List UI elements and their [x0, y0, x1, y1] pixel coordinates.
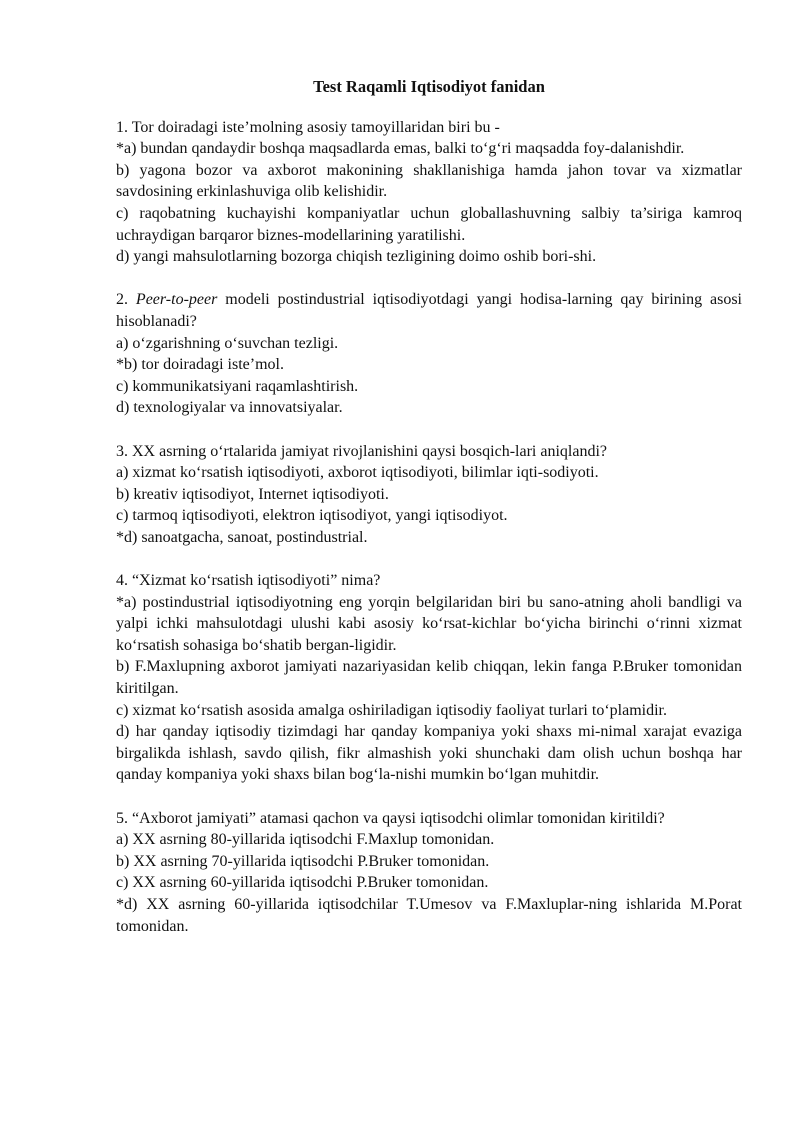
answer-option: b) F.Maxlupning axborot jamiyati nazariyasidan kelib chiqqan, lekin fanga P.Bruker tomonidan kiritilgan. — [116, 658, 742, 698]
question-text-part: 2. — [116, 291, 136, 309]
question-text — [116, 570, 742, 592]
answer-option: c) XX asrning 60-yillarida iqtisodchi P.Bruker tomonidan. — [116, 874, 489, 892]
question-text-part: 4. “Xizmat ko‘rsatish iqtisodiyoti” nima? — [116, 572, 381, 590]
answer-option: d) texnologiyalar va innovatsiyalar. — [116, 399, 343, 417]
question-text-part: 5. “Axborot jamiyati” atamasi qachon va qaysi iqtisodchi olimlar tomonidan kiritildi? — [116, 809, 665, 827]
answer-option: a) o‘zgarishning o‘suvchan tezligi. — [116, 334, 339, 352]
answer-option: a) XX asrning 80-yillarida iqtisodchi F.Maxlup tomonidan. — [116, 831, 495, 849]
question-1 — [116, 117, 742, 268]
question-5 — [116, 808, 742, 938]
document-title: Test Raqamli Iqtisodiyot fanidan — [313, 77, 545, 96]
answer-option: *a) postindustrial iqtisodiyotning eng yorqin belgilaridan biri bu sano-atning aholi bandligi va yalpi ichki mahsulotdagi ulushi kabi asosiy ko‘rsat-kichlar bo‘yicha birinchi o‘rinni xizmat ko‘rsatish sohasiga bo‘shatib bergan-ligidir. — [116, 593, 742, 654]
answer-option: *d) XX asrning 60-yillarida iqtisodchilar T.Umesov va F.Maxluplar-ning ishlarida M.Porat tomonidan. — [116, 895, 742, 935]
answer-option: d) har qanday iqtisodiy tizimdagi har qanday kompaniya yoki shaxs mi-nimal xarajat evaziga birgalikda ishlash, savdo qilish, fikr almashish yoki shunchaki dam olish uchun boshqa har qanday kompaniya yoki shaxs bilan bog‘la-nishi mumkin bo‘lgan muhitdir. — [116, 723, 742, 784]
answer-option: c) tarmoq iqtisodiyoti, elektron iqtisodiyot, yangi iqtisodiyot. — [116, 507, 508, 525]
question-text-italic: Peer-to-peer — [135, 291, 218, 309]
question-4 — [116, 570, 742, 786]
answer-option: a) xizmat ko‘rsatish iqtisodiyoti, axborot iqtisodiyoti, bilimlar iqti-sodiyoti. — [116, 464, 599, 482]
question-text — [116, 289, 742, 332]
answer-option: b) kreativ iqtisodiyot, Internet iqtisodiyoti. — [116, 485, 389, 503]
answer-option: c) raqobatning kuchayishi kompaniyatlar uchun globallashuvning salbiy ta’siriga kamroq uchraydigan barqaror biznes-modellarining yaratilishi. — [116, 204, 742, 244]
answer-option: *b) tor doiradagi iste’mol. — [116, 356, 284, 374]
question-3 — [116, 441, 742, 549]
answer-option: b) yagona bozor va axborot makonining shakllanishiga hamda jahon tovar va xizmatlar savdosining erkinlashuviga olib kelishidir. — [116, 161, 742, 201]
answer-option: *a) bundan qandaydir boshqa maqsadlarda emas, balki to‘g‘ri maqsadda foy-dalanishdir. — [116, 140, 685, 158]
question-text-part: 1. Tor doiradagi iste’molning asosiy tamoyillaridan biri bu - — [116, 118, 500, 136]
answer-option: c) kommunikatsiyani raqamlashtirish. — [116, 377, 359, 395]
answer-option: b) XX asrning 70-yillarida iqtisodchi P.Bruker tomonidan. — [116, 852, 490, 870]
question-2 — [116, 289, 742, 419]
question-text — [116, 441, 742, 463]
question-text-part: 3. XX asrning o‘rtalarida jamiyat rivojlanishini qaysi bosqich-lari aniqlandi? — [116, 442, 607, 460]
question-text — [116, 117, 742, 139]
question-text-part: modeli postindustrial iqtisodiyotdagi yangi hodisa-larning qay birining asosi hisoblanadi? — [116, 291, 742, 330]
answer-option: c) xizmat ko‘rsatish asosida amalga oshiriladigan iqtisodiy faoliyat turlari to‘plamidir. — [116, 701, 667, 719]
document-page — [116, 76, 742, 959]
question-text — [116, 808, 742, 830]
answer-option: d) yangi mahsulotlarning bozorga chiqish tezligining doimo oshib bori-shi. — [116, 248, 597, 266]
answer-option: *d) sanoatgacha, sanoat, postindustrial. — [116, 528, 368, 546]
